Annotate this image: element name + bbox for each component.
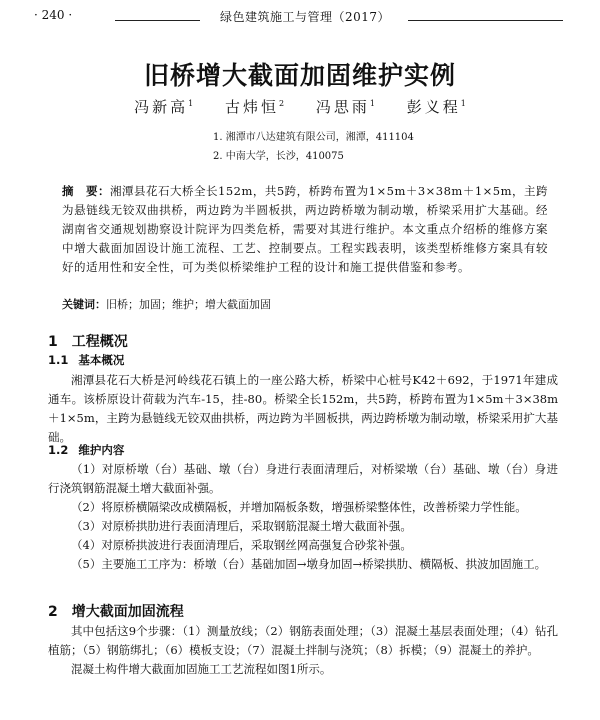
abstract xyxy=(62,182,548,277)
section-paragraph xyxy=(48,371,558,447)
abstract-label: 摘 要： xyxy=(62,184,110,198)
list-item: （3）对原桥拱肋进行表面清理后，采取钢筋混凝土增大截面补强。 xyxy=(71,519,412,533)
maintenance-list xyxy=(48,460,558,574)
header-rule-right xyxy=(408,20,563,21)
affiliations xyxy=(213,128,414,166)
section-paragraph xyxy=(48,622,558,679)
author: 冯新高$^1$ xyxy=(134,98,194,116)
section-heading: 2 增大截面加固流程 xyxy=(48,604,184,620)
author-list xyxy=(0,96,600,117)
abstract-text: 湘潭县花石大桥全长152m，共5跨，桥跨布置为1×5m＋3×38m＋1×5m，主跨为悬链线无铰双曲拱桥，两边跨为半圆板拱，两边跨桥墩为制动墩，桥梁采用扩大基础。经湖南省交通规划勘察设计院评为四类危桥，需要对其进行维护。本文重点介绍桥的维修方案中增大截面加固设计施工流程、工艺、控制要点。工程实践表明，该类型桥维修方案具有较好的适用性和安全性，可为类似桥梁维护工程的设计和施工提供借鉴和参考。 xyxy=(62,184,549,274)
list-item: （5）主要施工工序为：桥墩（台）基础加固→墩身加固→桥梁拱肋、横隔板、拱波加固施工。 xyxy=(71,557,547,571)
journal-name: 绿色建筑施工与管理（2017） xyxy=(220,10,391,24)
affiliation: 2. 中南大学，长沙，410075 xyxy=(213,151,344,162)
subsection-heading: 1.1 基本概况 xyxy=(48,353,125,367)
keywords xyxy=(62,296,548,312)
page-header xyxy=(0,0,600,26)
affiliation: 1. 湘潭市八达建筑有限公司，湘潭，411104 xyxy=(213,132,414,143)
paper-title: 旧桥增大截面加固维护实例 xyxy=(143,61,456,90)
list-item: （1）对原桥墩（台）基础、墩（台）身进行表面清理后，对桥梁墩（台）基础、墩（台）身进行浇筑钢筋混凝土增大截面补强。 xyxy=(48,462,558,495)
paragraph: 其中包括这9个步骤：（1）测量放线；（2）钢筋表面处理；（3）混凝土基层表面处理；（4）钻孔植筋；（5）钢筋绑扎；（6）模板支设；（7）混凝土拌制与浇筑；（8）拆模；（9）混凝土的养护。 xyxy=(48,624,558,657)
keywords-text: 旧桥；加固；维护；增大截面加固 xyxy=(106,298,271,311)
author: 古炜恒$^2$ xyxy=(225,98,285,116)
page-number: · 240 · xyxy=(34,8,73,22)
list-item: （4）对原桥拱波进行表面清理后，采取钢丝网高强复合砂浆补强。 xyxy=(71,538,412,552)
paragraph: 湘潭县花石大桥是河岭线花石镇上的一座公路大桥，桥梁中心桩号K42＋692，于1971年建成通车。该桥原设计荷载为汽车-15，挂-80。桥梁全长152m，共5跨，桥跨布置为1×5m＋3×38m＋1×5m，主跨为悬链线无铰双曲拱桥，两边跨为半圆板拱，两边跨桥墩为制动墩，桥梁采用扩大基础。 xyxy=(48,373,558,444)
author: 彭义程$^1$ xyxy=(406,98,466,116)
paragraph: 混凝土构件增大截面加固施工工艺流程如图1所示。 xyxy=(71,662,332,676)
list-item: （2）将原桥横隔梁改成横隔板，并增加隔板条数，增强桥梁整体性，改善桥梁力学性能。 xyxy=(71,500,527,514)
author: 冯思雨$^1$ xyxy=(315,98,375,116)
keywords-label: 关键词： xyxy=(62,298,106,311)
subsection-heading: 1.2 维护内容 xyxy=(48,443,125,457)
section-heading: 1 工程概况 xyxy=(48,334,128,350)
header-rule-left xyxy=(115,20,200,21)
